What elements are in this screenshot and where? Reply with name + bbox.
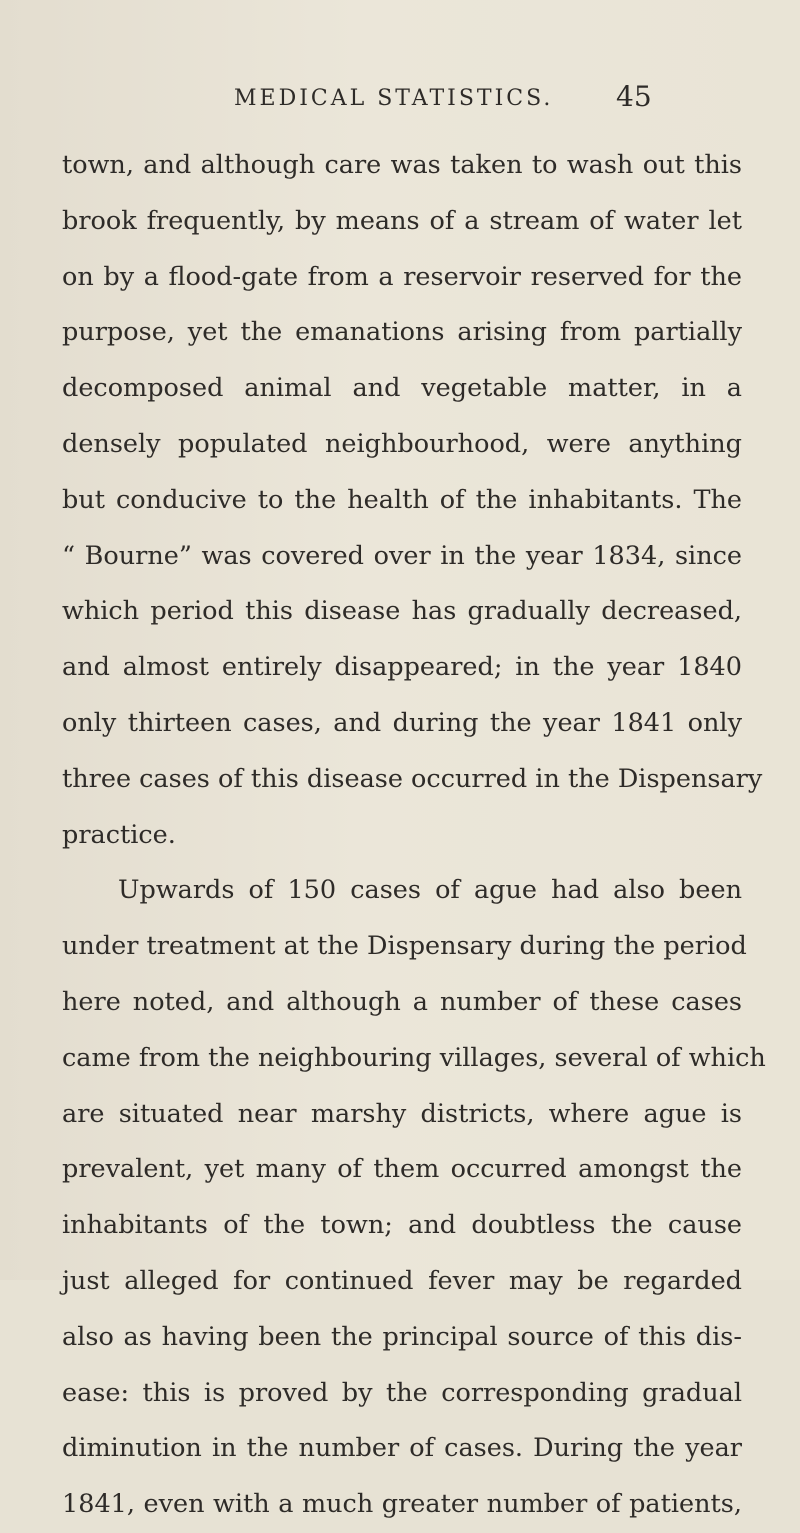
text-line: ease: this is proved by the corresponding gradual — [62, 1377, 742, 1408]
text-line: “ Bourne” was covered over in the year 1834, since — [62, 540, 742, 571]
text-line: under treatment at the Dispensary during the period — [62, 931, 747, 962]
text-line: are situated near marshy districts, where ague is — [62, 1098, 742, 1129]
text-line: only thirteen cases, and during the year 1841 only — [62, 707, 742, 738]
text-line: here noted, and although a number of these cases — [62, 986, 742, 1017]
text-line: and almost entirely disappeared; in the year 1840 — [62, 652, 742, 683]
text-line: on by a flood-gate from a reservoir reserved for the — [62, 261, 742, 292]
body-text — [62, 138, 766, 1533]
text-line: brook frequently, by means of a stream of water let — [62, 205, 742, 236]
text-line: decomposed animal and vegetable matter, in a — [62, 373, 742, 404]
text-line: also as having been the principal source of this dis- — [62, 1321, 742, 1352]
text-line: prevalent, yet many of them occurred amongst the — [62, 1154, 742, 1185]
text-line: inhabitants of the town; and doubtless the cause — [62, 1210, 742, 1241]
paragraph-start-line: Upwards of 150 cases of ague had also been — [118, 875, 742, 906]
text-line: came from the neighbouring villages, several of which — [62, 1042, 766, 1073]
text-line: 1841, even with a much greater number of patients, — [62, 1489, 742, 1520]
text-line: just alleged for continued fever may be regarded — [62, 1265, 742, 1296]
text-line: densely populated neighbourhood, were anything — [62, 428, 742, 459]
running-title: MEDICAL STATISTICS. — [234, 86, 554, 111]
text-line: three cases of this disease occurred in the Dispensary — [62, 763, 763, 794]
page-number: 45 — [616, 80, 652, 113]
text-line: but conducive to the health of the inhabitants. The — [62, 484, 742, 515]
text-line: which period this disease has gradually decreased, — [62, 596, 742, 627]
text-line: town, and although care was taken to wash out this — [62, 150, 742, 180]
text-line: diminution in the number of cases. During the year — [62, 1433, 742, 1464]
page-header — [0, 80, 800, 126]
paragraph-end-line: practice. — [62, 819, 176, 850]
text-line: purpose, yet the emanations arising from partially — [62, 317, 742, 348]
